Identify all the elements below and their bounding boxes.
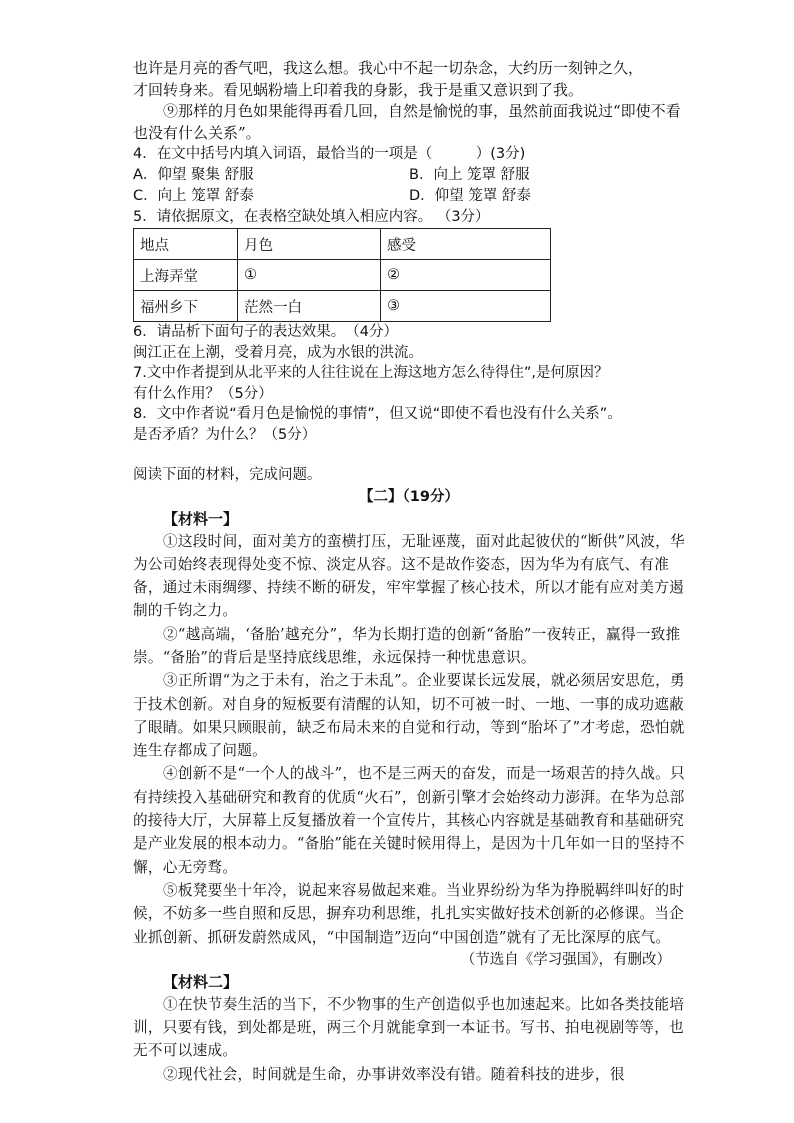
question-8-line: 8．文中作者说“看月色是愉悦的事情”，但又说“即使不看也没有什么关系”。 [133, 406, 622, 422]
material-1-paragraph: ②“越高端，‘备胎’越充分”，华为长期打造的创新“备胎”一夜转正，赢得一致推崇。“备胎”的背后是坚持底线思维，永远保持一种忧患意识。 [133, 625, 681, 666]
table-row [134, 291, 551, 322]
option-a: A．仰望 聚集 舒服 [133, 166, 254, 183]
section-2-intro: 阅读下面的材料，完成问题。 [133, 467, 322, 483]
material-1-paragraph: ①这段时间，面对美方的蛮横打压，无耻诬蔑，面对此起彼伏的“断供”风波，华为公司始终表现得处变不惊、淡定从容。这不是故作姿态，因为华为有底气、有准备，通过未雨绸缪、持续不断的研发，牢牢掌握了核心技术，所以才能有应对美方遏制的千钧之力。 [133, 532, 685, 620]
material-1-paragraph: ③正所谓“为之于未有，治之于未乱”。企业要谋长远发展，就必须居安思危，勇于技术创新。对自身的短板要有清醒的认知，切不可被一时、一地、一事的成功遮蔽了眼睛。如果只顾眼前，缺乏布局未来的自觉和行动，等到“胎坏了”才考虑，恐怕就连生存都成了问题。 [133, 672, 685, 760]
material-1-label: 【材料一】 [163, 509, 239, 528]
option-c: C．向上 笼罩 舒泰 [133, 187, 254, 204]
passage-line: 也许是月亮的香气吧，我这么想。我心中不起一切杂念，大约历一刻钟之久， [133, 59, 644, 77]
question-6-sentence: 闽江正在上潮，受着月亮，成为水银的洪流。 [133, 344, 423, 361]
spacer [133, 445, 685, 465]
question-5-stem: 5．请依据原文，在表格空缺处填入相应内容。 （3分） [133, 208, 490, 225]
passage-paragraph-9: ⑨那样的月色如果能得再看几回，自然是愉悦的事，虽然前面我说过“即使不看也没有什么关系”。 [133, 102, 681, 142]
table-header-cell: 感受 [381, 229, 551, 260]
material-1-paragraph: ④创新不是“一个人的战斗”，也不是三两天的奋发，而是一场艰苦的持久战。只有持续投入基础研究和教育的优质“火石”，创新引擎才会始终动力澎湃。在华为总部的接待大厅，大屏幕上反复播放着一个宣传片，其核心内容就是基础教育和基础研究是产业发展的根本动力。“备胎”能在关键时候用得上，是因为十几年如一日的坚持不懈，心无旁骛。 [133, 765, 685, 876]
question-4-stem: 4．在文中括号内填入词语，最恰当的一项是（ ）(3分) [133, 146, 526, 162]
section-2-heading: 【二】（19分） [359, 488, 459, 505]
table-cell: 福州乡下 [134, 291, 238, 322]
table-header-cell: 地点 [134, 229, 238, 260]
option-b: B．向上 笼罩 舒服 [409, 166, 530, 183]
table-header-row [134, 229, 551, 260]
table-cell-blank[interactable]: ③ [381, 291, 551, 322]
table-cell-blank[interactable]: ① [238, 260, 381, 291]
table-cell: 上海弄堂 [134, 260, 238, 291]
material-2-label: 【材料二】 [163, 972, 239, 991]
question-6-stem: 6．请品析下面句子的表达效果。 （4分） [133, 324, 398, 340]
material-1-source: （节选自《学习强国》，有删改） [460, 951, 671, 968]
option-d: D．仰望 笼罩 舒泰 [409, 187, 531, 204]
table-cell-blank[interactable]: ② [381, 260, 551, 291]
passage-line: 才回转身来。看见蜗粉墙上印着我的身影，我于是重又意识到了我。 [133, 80, 584, 99]
question-7-line: 有什么作用？（5分） [133, 385, 273, 402]
question-8-line: 是否矛盾？为什么？（5分） [133, 426, 317, 443]
table-row [134, 260, 551, 291]
material-2-paragraph: ②现代社会，时间就是生命，办事讲效率没有错。随着科技的进步，很 [163, 1065, 625, 1083]
material-1-paragraph: ⑤板凳要坐十年冷，说起来容易做起来难。当业界纷纷为华为挣脱羁绊叫好的时候，不妨多一些自照和反思，摒弃功利思维，扎扎实实做好技术创新的必修课。当企业抓创新、抓研发蔚然成风，“中国制造”迈向“中国创造”就有了无比深厚的底气。 [133, 881, 685, 946]
question-5-table [133, 228, 551, 322]
document-page [133, 58, 685, 1086]
table-header-cell: 月色 [238, 229, 381, 260]
material-2-paragraph: ①在快节奏生活的当下，不少物事的生产创造似乎也加速起来。比如各类技能培训，只要有钱，到处都是班，两三个月就能拿到一本证书。写书、拍电视剧等等，也无不可以速成。 [133, 995, 685, 1060]
table-cell: 茫然一白 [238, 291, 381, 322]
question-4-options [133, 165, 685, 207]
question-7-line: 7.文中作者提到从北平来的人往往说在上海这地方怎么待得住”,是何原因？ [133, 365, 609, 381]
